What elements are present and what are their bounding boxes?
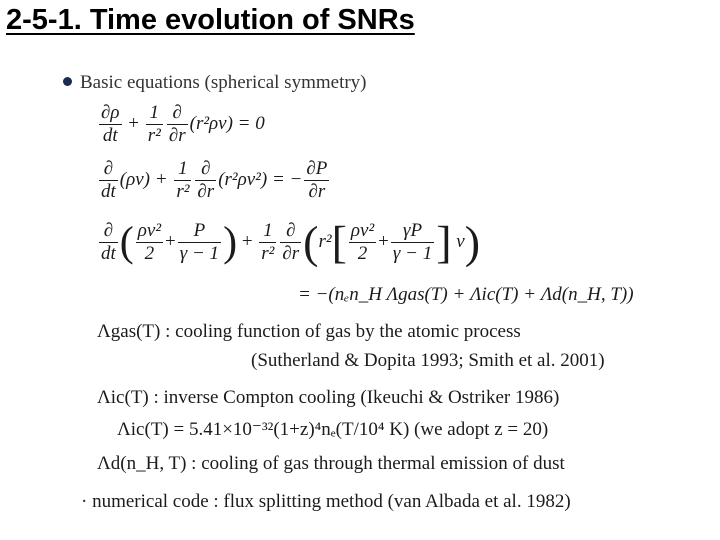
def-inverse-compton: Λic(T) : inverse Compton cooling (Ikeuchi & Ostriker 1986) bbox=[97, 387, 560, 408]
eq2-tail: (r²ρv²) = − bbox=[218, 168, 303, 190]
def-gas-reference: (Sutherland & Dopita 1993; Smith et al. 2001) bbox=[251, 350, 605, 371]
continuity-equation bbox=[97, 102, 265, 147]
eq2-mid: (ρv) + bbox=[119, 168, 168, 190]
eq2-frac1-num: ∂ bbox=[99, 158, 118, 181]
def-dust-cooling: Λd(n_H, T) : cooling of gas through thermal emission of dust bbox=[97, 453, 565, 474]
eq2-frac2-den: r² bbox=[176, 181, 190, 202]
def-inverse-compton-formula: Λic(T) = 5.41×10⁻³²(1+z)⁴nₑ(T/10⁴ K) (we adopt z = 20) bbox=[117, 419, 549, 440]
eq2-frac1-den: dt bbox=[101, 181, 116, 202]
def-gas-cooling: Λgas(T) : cooling function of gas by the atomic process bbox=[97, 321, 521, 342]
energy-equation: $\frac{\partial}{dt}$ ( $\frac{\text{ρv²}}{2}$ + $\frac{P}{\gamma - 1}$ ) + $\frac{1}{\text{r²}}$ $\frac{\partial}{\partial r}$ (r²[ $\frac{\text{ρv²}}{2}$ + $\frac{\gamma P}{\gamma - 1}$ ] v) bbox=[101, 216, 481, 268]
eq2-frac4-den: ∂r bbox=[308, 181, 326, 202]
eq3-frac-a-num: ρv² bbox=[137, 220, 162, 241]
eq3-frac1-den: dt bbox=[101, 243, 116, 264]
slide-title: 2-5-1. Time evolution of SNRs bbox=[6, 4, 415, 36]
eq1-plus: + bbox=[128, 112, 139, 134]
eq1-tail: (r²ρv) = 0 bbox=[189, 112, 265, 134]
eq1-frac3-den: ∂r bbox=[168, 125, 186, 146]
eq1-frac2-den: r² bbox=[147, 125, 161, 146]
equation-image bbox=[55, 62, 670, 540]
eq3-frac-c-num: 1 bbox=[259, 220, 276, 243]
eq1-frac2-num: 1 bbox=[146, 102, 163, 125]
eq2-frac3-den: ∂r bbox=[197, 181, 215, 202]
eq2-frac3-num: ∂ bbox=[195, 158, 216, 181]
eq1-frac1-den: dt bbox=[102, 125, 118, 146]
eq3-frac-e-den: 2 bbox=[357, 243, 368, 264]
energy-equation-rhs: = −(nₑn_H Λgas(T) + Λic(T) + Λd(n_H, T)) bbox=[298, 284, 634, 305]
eq3-frac-b-den: γ − 1 bbox=[179, 243, 220, 264]
eq3-frac-f-num: γP bbox=[391, 220, 434, 243]
momentum-equation bbox=[97, 158, 331, 203]
eq3-frac-d-den: ∂r bbox=[282, 243, 300, 264]
eq2-frac2-num: 1 bbox=[174, 158, 191, 181]
eq3-plus1: + bbox=[165, 230, 176, 252]
eq3-frac-d-num: ∂ bbox=[280, 220, 301, 243]
eq3-plus2: + bbox=[241, 230, 253, 252]
eq3-frac-b-num: P bbox=[178, 220, 221, 243]
bullet-icon bbox=[63, 77, 72, 86]
eq3-v: v bbox=[456, 230, 465, 252]
numerical-code-line: · numerical code : flux splitting method (van Albada et al. 1982) bbox=[81, 491, 571, 512]
eq1-frac3-num: ∂ bbox=[167, 102, 188, 125]
eq3-frac-a-den: 2 bbox=[144, 243, 155, 264]
eq3-plus3: + bbox=[378, 230, 389, 252]
eq3-frac-c-den: r² bbox=[261, 243, 275, 264]
eq2-frac4-num: ∂P bbox=[306, 158, 328, 179]
eq3-frac1-num: ∂ bbox=[99, 220, 118, 243]
eq3-frac-e-num: ρv² bbox=[350, 220, 375, 241]
eq3-r2: r² bbox=[318, 230, 332, 252]
bullet-heading-line bbox=[63, 72, 367, 94]
eq1-frac1-num: ∂ρ bbox=[101, 102, 120, 123]
eq3-frac-f-den: γ − 1 bbox=[392, 243, 433, 264]
bullet-heading: Basic equations (spherical symmetry) bbox=[80, 72, 367, 93]
